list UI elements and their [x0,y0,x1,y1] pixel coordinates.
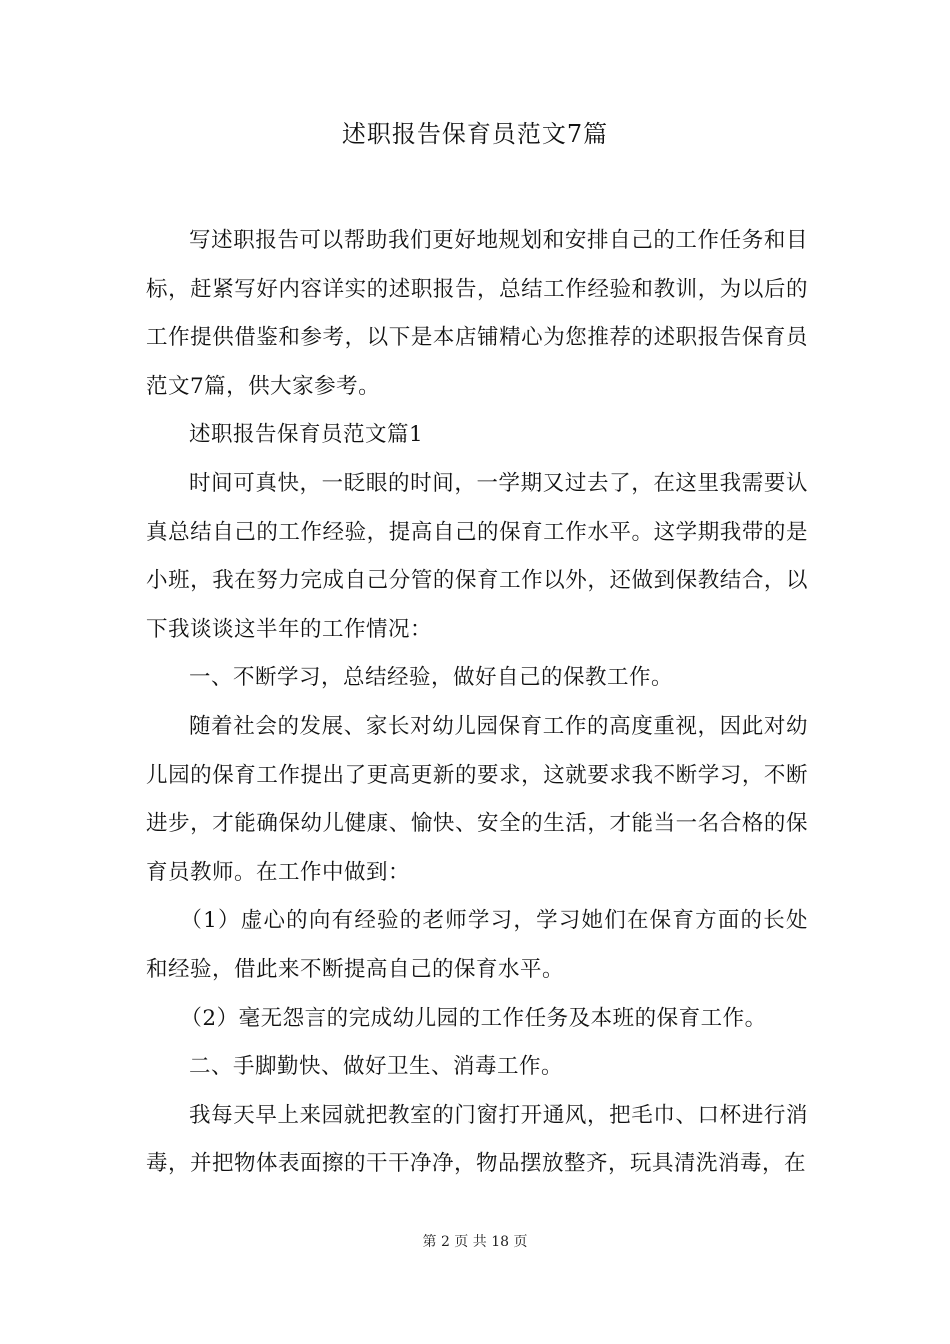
list-item: （2）毫无怨言的完成幼儿园的工作任务及本班的保育工作。 [180,1005,767,1031]
paragraph: 我每天早上来园就把教室的门窗打开通风，把毛巾、口杯进行消毒，并把物体表面擦的干干净净，物品摆放整齐，玩具清洗消毒，在 [146,1102,808,1177]
paragraph: 随着社会的发展、家长对幼儿园保育工作的高度重视，因此对幼儿园的保育工作提出了更高更新的要求，这就要求我不断学习，不断进步，才能确保幼儿健康、愉快、安全的生活，才能当一名合格的保育员教师。在工作中做到： [146,713,808,885]
list-item: （1）虚心的向有经验的老师学习，学习她们在保育方面的长处和经验，借此来不断提高自己的保育水平。 [146,908,808,982]
subsection-heading: 一、不断学习，总结经验，做好自己的保教工作。 [189,665,674,691]
document-body [146,217,808,1189]
page-footer: 第 2 页 共 18 页 [422,1234,528,1250]
section-heading: 述职报告保育员范文篇1 [189,422,424,448]
document-title: 述职报告保育员范文7篇 [341,120,609,148]
paragraph: 时间可真快，一眨眼的时间，一学期又过去了，在这里我需要认真总结自己的工作经验，提高自己的保育工作水平。这学期我带的是小班，我在努力完成自己分管的保育工作以外，还做到保教结合，以下我谈谈这半年的工作情况： [146,470,808,642]
subsection-heading: 二、手脚勤快、做好卫生、消毒工作。 [189,1054,564,1080]
paragraph-intro: 写述职报告可以帮助我们更好地规划和安排自己的工作任务和目标，赶紧写好内容详实的述职报告，总结工作经验和教训，为以后的工作提供借鉴和参考，以下是本店铺精心为您推荐的述职报告保育员范文7篇，供大家参考。 [146,228,808,399]
